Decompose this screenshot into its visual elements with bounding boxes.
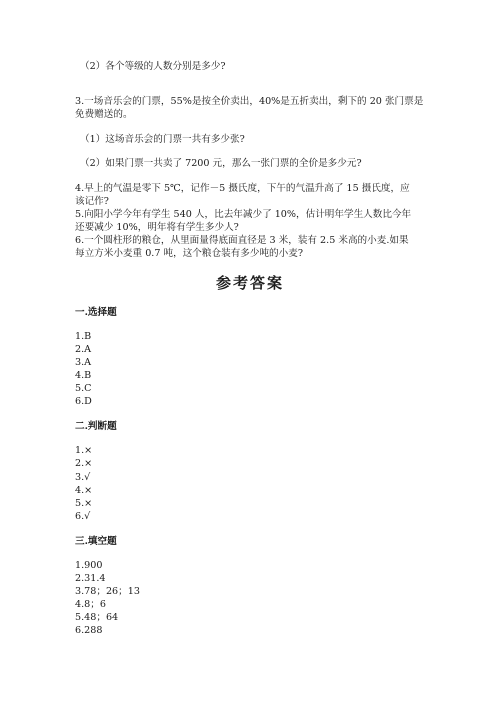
section-heading-choice: 一.选择题 — [75, 307, 117, 318]
answer-item: 2.A — [75, 344, 92, 355]
answer-item: 1.B — [75, 331, 92, 342]
answer-item: 5.× — [75, 498, 93, 509]
question-3-line-2: 免费赠送的。 — [75, 109, 133, 120]
answer-item: 2.31.4 — [75, 573, 106, 584]
answer-item: 6.288 — [75, 625, 103, 636]
answer-item: 6.√ — [75, 511, 91, 522]
answer-item: 1.× — [75, 445, 93, 456]
answer-item: 3.78；26；13 — [75, 586, 140, 597]
question-6-line-2: 每立方米小麦重 0.7 吨，这个粮仓装有多少吨的小麦? — [75, 248, 303, 259]
section-heading-fill-in: 三.填空题 — [75, 536, 117, 547]
question-3-line-1: 3.一场音乐会的门票，55%是按全价卖出，40%是五折卖出，剩下的 20 张门票是 — [75, 96, 424, 107]
question-4-line-1: 4.早上的气温是零下 5℃，记作－5 摄氏度，下午的气温升高了 15 摄氏度，应 — [75, 183, 410, 194]
question-5-line-2: 还要减少 10%，明年将有学生多少人? — [75, 222, 239, 233]
question-3-part-1: （1）这场音乐会的门票一共有多少张? — [80, 134, 245, 145]
answer-item: 1.900 — [75, 560, 103, 571]
question-3-part-2: （2）如果门票一共卖了 7200 元，那么一张门票的全价是多少元? — [80, 158, 362, 169]
answer-item: 4.B — [75, 370, 92, 381]
answer-item: 6.D — [75, 396, 92, 407]
section-heading-judgment: 二.判断题 — [75, 421, 117, 432]
answer-item: 2.× — [75, 458, 93, 469]
answer-item: 3.A — [75, 357, 92, 368]
answer-item: 5.C — [75, 383, 92, 394]
question-4-line-2: 该记作? — [75, 196, 109, 207]
answer-item: 3.√ — [75, 472, 91, 483]
question-2-part-2: （2）各个等级的人数分别是多少? — [80, 61, 226, 72]
answer-item: 4.8；6 — [75, 599, 106, 610]
answer-item: 5.48；64 — [75, 612, 119, 623]
question-5-line-1: 5.向阳小学今年有学生 540 人，比去年减少了 10%，估计明年学生人数比今年 — [75, 209, 412, 220]
answer-item: 4.× — [75, 485, 93, 496]
question-6-line-1: 6.一个圆柱形的粮仓，从里面量得底面直径是 3 米，装有 2.5 米高的小麦.如果 — [75, 235, 409, 246]
answer-key-title: 参考答案 — [215, 274, 284, 292]
